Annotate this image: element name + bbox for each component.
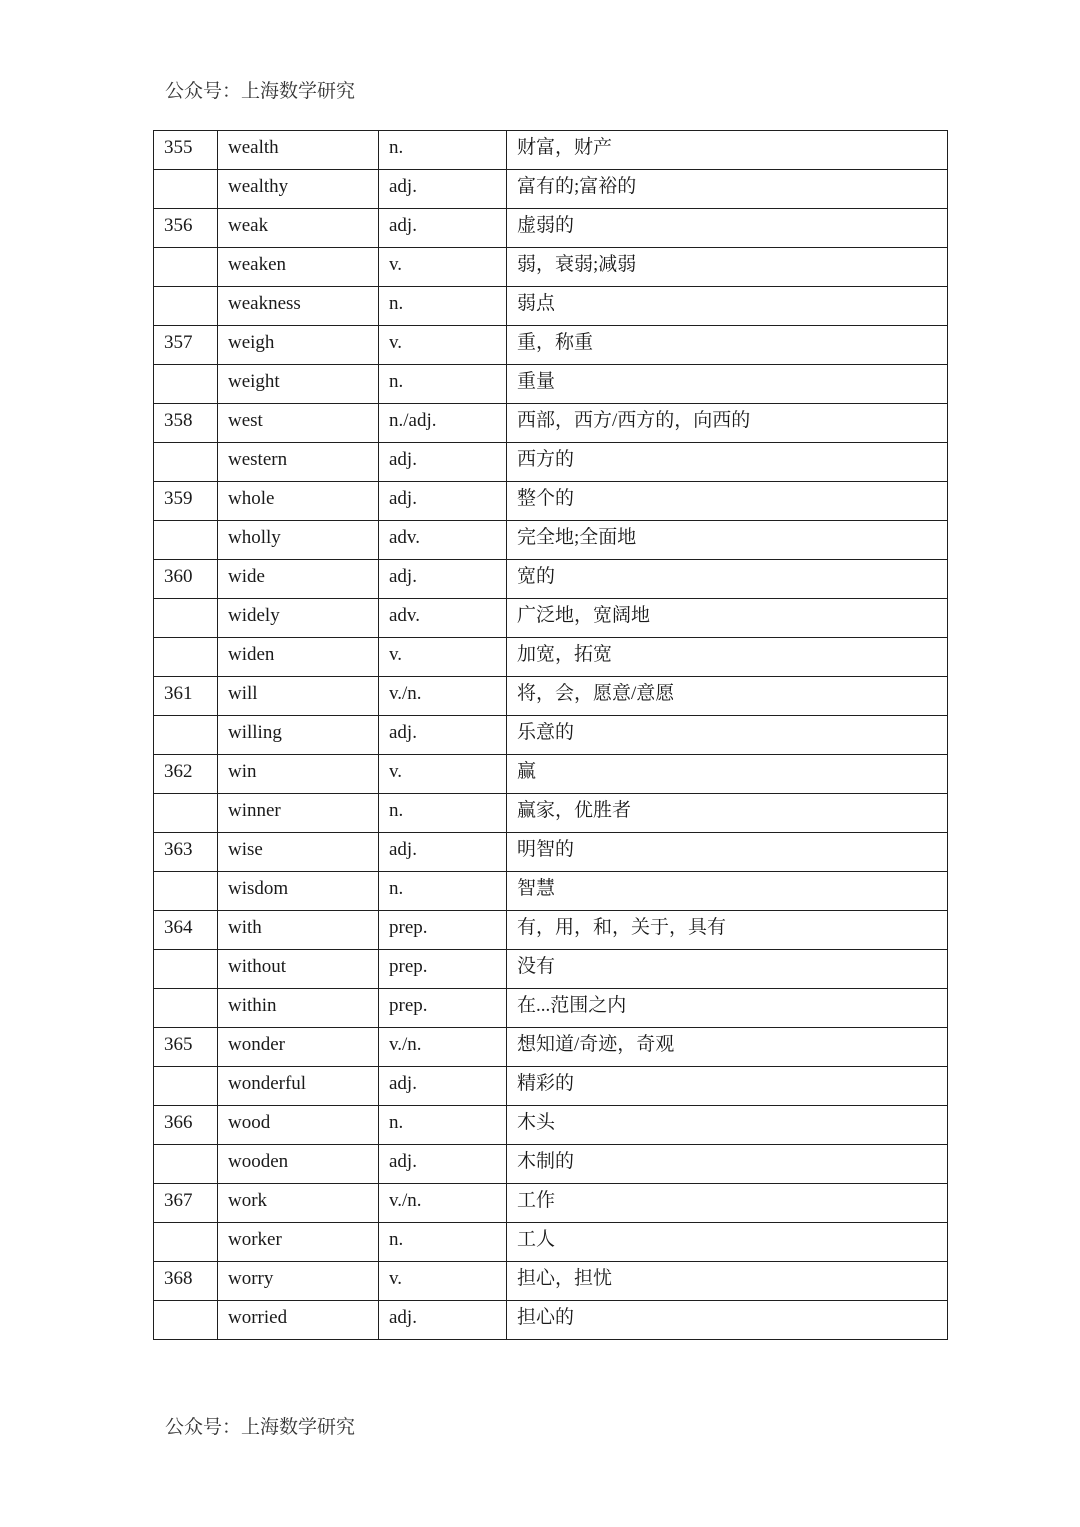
table-row (154, 287, 948, 326)
entry-definition: 宽的 (507, 560, 948, 599)
entry-part-of-speech: n. (379, 365, 507, 404)
page-footer: 公众号：上海数学研究 (165, 1417, 356, 1438)
entry-number: 356 (154, 209, 218, 248)
entry-part-of-speech: adj. (379, 170, 507, 209)
entry-definition: 西方的 (507, 443, 948, 482)
entry-word: wood (218, 1106, 379, 1145)
entry-part-of-speech: adj. (379, 1067, 507, 1106)
table-row (154, 365, 948, 404)
entry-definition: 乐意的 (507, 716, 948, 755)
table-row (154, 1184, 948, 1223)
entry-word: winner (218, 794, 379, 833)
table-row (154, 248, 948, 287)
entry-definition: 担心，担忧 (507, 1262, 948, 1301)
entry-definition: 智慧 (507, 872, 948, 911)
entry-part-of-speech: n. (379, 794, 507, 833)
entry-part-of-speech: adj. (379, 1145, 507, 1184)
table-row (154, 833, 948, 872)
entry-definition: 在...范围之内 (507, 989, 948, 1028)
entry-part-of-speech: adj. (379, 1301, 507, 1340)
entry-number (154, 794, 218, 833)
table-row (154, 1067, 948, 1106)
entry-definition: 担心的 (507, 1301, 948, 1340)
table-row (154, 404, 948, 443)
entry-definition: 明智的 (507, 833, 948, 872)
entry-number: 367 (154, 1184, 218, 1223)
entry-word: wholly (218, 521, 379, 560)
table-row (154, 638, 948, 677)
vocabulary-table-body (154, 131, 948, 1340)
entry-number: 360 (154, 560, 218, 599)
entry-definition: 有，用，和，关于，具有 (507, 911, 948, 950)
table-row (154, 872, 948, 911)
entry-number (154, 1145, 218, 1184)
entry-number (154, 989, 218, 1028)
entry-word: wisdom (218, 872, 379, 911)
entry-number (154, 287, 218, 326)
entry-definition: 西部，西方/西方的，向西的 (507, 404, 948, 443)
table-row (154, 1106, 948, 1145)
entry-word: wealth (218, 131, 379, 170)
entry-part-of-speech: v. (379, 1262, 507, 1301)
entry-part-of-speech: adj. (379, 833, 507, 872)
entry-word: worry (218, 1262, 379, 1301)
vocabulary-table (153, 130, 948, 1340)
entry-number: 363 (154, 833, 218, 872)
entry-definition: 木头 (507, 1106, 948, 1145)
entry-number: 355 (154, 131, 218, 170)
table-row (154, 209, 948, 248)
entry-part-of-speech: v. (379, 248, 507, 287)
entry-part-of-speech: adv. (379, 599, 507, 638)
table-row (154, 950, 948, 989)
entry-part-of-speech: v./n. (379, 1184, 507, 1223)
entry-part-of-speech: n. (379, 287, 507, 326)
entry-part-of-speech: n./adj. (379, 404, 507, 443)
entry-definition: 弱，衰弱;减弱 (507, 248, 948, 287)
entry-word: weakness (218, 287, 379, 326)
entry-part-of-speech: adj. (379, 716, 507, 755)
entry-part-of-speech: v. (379, 755, 507, 794)
table-row (154, 170, 948, 209)
entry-definition: 赢 (507, 755, 948, 794)
entry-word: wide (218, 560, 379, 599)
entry-definition: 木制的 (507, 1145, 948, 1184)
entry-definition: 财富，财产 (507, 131, 948, 170)
entry-definition: 加宽，拓宽 (507, 638, 948, 677)
entry-part-of-speech: n. (379, 131, 507, 170)
entry-definition: 整个的 (507, 482, 948, 521)
entry-definition: 弱点 (507, 287, 948, 326)
entry-number: 368 (154, 1262, 218, 1301)
entry-definition: 重量 (507, 365, 948, 404)
entry-definition: 将，会，愿意/意愿 (507, 677, 948, 716)
entry-part-of-speech: n. (379, 1223, 507, 1262)
entry-part-of-speech: adj. (379, 560, 507, 599)
entry-definition: 广泛地，宽阔地 (507, 599, 948, 638)
table-row (154, 794, 948, 833)
entry-word: weaken (218, 248, 379, 287)
entry-word: within (218, 989, 379, 1028)
entry-part-of-speech: prep. (379, 989, 507, 1028)
entry-definition: 工人 (507, 1223, 948, 1262)
table-row (154, 131, 948, 170)
entry-number (154, 716, 218, 755)
table-row (154, 677, 948, 716)
entry-word: wonderful (218, 1067, 379, 1106)
table-row (154, 989, 948, 1028)
page-header: 公众号：上海数学研究 (165, 81, 356, 102)
entry-word: western (218, 443, 379, 482)
entry-number (154, 521, 218, 560)
entry-number: 364 (154, 911, 218, 950)
entry-part-of-speech: adj. (379, 482, 507, 521)
entry-word: west (218, 404, 379, 443)
entry-number: 361 (154, 677, 218, 716)
entry-number (154, 170, 218, 209)
entry-part-of-speech: n. (379, 872, 507, 911)
entry-word: wooden (218, 1145, 379, 1184)
table-row (154, 482, 948, 521)
entry-word: weak (218, 209, 379, 248)
entry-part-of-speech: adv. (379, 521, 507, 560)
entry-word: wonder (218, 1028, 379, 1067)
table-row (154, 755, 948, 794)
entry-number (154, 1067, 218, 1106)
entry-definition: 富有的;富裕的 (507, 170, 948, 209)
entry-word: work (218, 1184, 379, 1223)
entry-part-of-speech: adj. (379, 443, 507, 482)
entry-part-of-speech: v. (379, 638, 507, 677)
entry-number (154, 365, 218, 404)
entry-number: 362 (154, 755, 218, 794)
entry-word: worker (218, 1223, 379, 1262)
table-row (154, 326, 948, 365)
entry-number (154, 872, 218, 911)
entry-definition: 完全地;全面地 (507, 521, 948, 560)
entry-word: widen (218, 638, 379, 677)
entry-number (154, 1223, 218, 1262)
entry-number: 357 (154, 326, 218, 365)
entry-word: with (218, 911, 379, 950)
entry-part-of-speech: n. (379, 1106, 507, 1145)
table-row (154, 1301, 948, 1340)
entry-word: wise (218, 833, 379, 872)
table-row (154, 443, 948, 482)
entry-number (154, 248, 218, 287)
entry-word: whole (218, 482, 379, 521)
entry-number (154, 950, 218, 989)
entry-part-of-speech: v./n. (379, 677, 507, 716)
entry-number (154, 443, 218, 482)
entry-definition: 重，称重 (507, 326, 948, 365)
table-row (154, 1145, 948, 1184)
table-row (154, 716, 948, 755)
entry-part-of-speech: prep. (379, 950, 507, 989)
entry-number (154, 599, 218, 638)
entry-number: 365 (154, 1028, 218, 1067)
entry-word: without (218, 950, 379, 989)
entry-part-of-speech: v./n. (379, 1028, 507, 1067)
table-row (154, 560, 948, 599)
entry-word: will (218, 677, 379, 716)
entry-definition: 精彩的 (507, 1067, 948, 1106)
entry-definition: 赢家，优胜者 (507, 794, 948, 833)
entry-definition: 虚弱的 (507, 209, 948, 248)
entry-definition: 没有 (507, 950, 948, 989)
table-row (154, 1028, 948, 1067)
entry-word: win (218, 755, 379, 794)
table-row (154, 599, 948, 638)
entry-number: 358 (154, 404, 218, 443)
entry-word: willing (218, 716, 379, 755)
table-row (154, 1262, 948, 1301)
table-row (154, 521, 948, 560)
entry-part-of-speech: adj. (379, 209, 507, 248)
entry-definition: 工作 (507, 1184, 948, 1223)
entry-word: weigh (218, 326, 379, 365)
entry-word: worried (218, 1301, 379, 1340)
table-row (154, 1223, 948, 1262)
entry-number (154, 1301, 218, 1340)
table-row (154, 911, 948, 950)
entry-word: weight (218, 365, 379, 404)
entry-part-of-speech: v. (379, 326, 507, 365)
entry-word: widely (218, 599, 379, 638)
entry-number: 366 (154, 1106, 218, 1145)
entry-number: 359 (154, 482, 218, 521)
entry-number (154, 638, 218, 677)
entry-word: wealthy (218, 170, 379, 209)
entry-definition: 想知道/奇迹，奇观 (507, 1028, 948, 1067)
entry-part-of-speech: prep. (379, 911, 507, 950)
